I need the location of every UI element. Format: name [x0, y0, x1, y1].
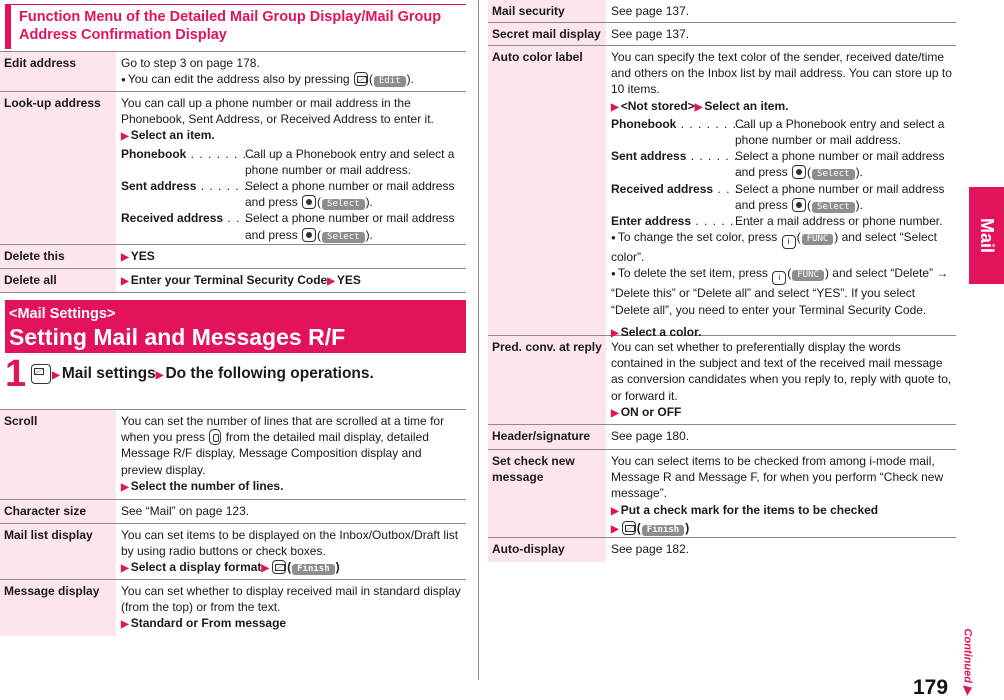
sub-key-text: Received address [121, 211, 224, 226]
soft-key-func: FUNC [792, 270, 824, 281]
term-lookup-address: Look-up address [0, 92, 116, 244]
desc-auto-display: See page 182. [611, 542, 690, 556]
desc-line: You can set whether to preferentially display the words contained in the subject and text of the received mail message as conversion candidates when you reply to, reply with quote to, or forward it. [611, 340, 952, 403]
sub-value: Select a phone number or mail address and press ( Select ). [735, 181, 945, 212]
step-1-text [52, 365, 374, 383]
sub-key-text: Phonebook [611, 116, 677, 131]
desc-line: You can specify the text color of the sender, received date/time and others on the Inbox list by mail address. You can store up to 10 items. [611, 50, 952, 97]
desc-text: from the detailed mail display, detailed Message R/F display, Message Composition display and preview display. [121, 430, 429, 477]
leader-dots: . . . . . . . [196, 179, 258, 194]
bullet-note: ● You can edit the address also by pressing ( Edit ). [121, 71, 462, 88]
settings-title: Setting Mail and Messages R/F [9, 324, 346, 350]
sub-key [121, 178, 258, 210]
sub-value: Select a phone number or mail address and press ( Select ). [735, 149, 945, 180]
term-edit-address: Edit address [0, 52, 116, 91]
sub-item [611, 181, 952, 213]
term-set-check-new: Set check new message [488, 450, 606, 537]
bullet-text: To delete the set item, press [617, 266, 772, 281]
term-secret-mail-display: Secret mail display [488, 23, 606, 45]
mail-key-icon [622, 521, 636, 535]
settings-header [5, 300, 466, 353]
step-text: Select the number of lines. [130, 478, 284, 493]
bullet-text: To change the set color, press [617, 230, 781, 245]
leader-dots: . . . . . . . [691, 214, 752, 229]
bullet-text: You can edit the address also by pressing [127, 72, 353, 87]
sub-key [611, 213, 752, 229]
bullet-note: ● To change the set color, press i ( FUNC ) and select “Select color”. [611, 229, 952, 265]
desc-set-check-new [606, 450, 956, 537]
step-text: Mail settings [61, 365, 156, 382]
arrow-icon: ▶ [611, 327, 619, 339]
table-row [0, 500, 466, 524]
page-number: 179 [913, 676, 949, 699]
arrow-icon: ▶ [694, 101, 703, 113]
sub-key [611, 116, 755, 148]
side-tab-label: Mail [977, 217, 998, 254]
arrow-icon: ▶ [121, 131, 129, 143]
arrow-icon: ▶ [121, 252, 129, 263]
term-mail-security: Mail security [488, 0, 606, 22]
sub-key [121, 210, 250, 242]
sub-item [611, 116, 952, 148]
step-text: Put a check mark for the items to be checked [620, 502, 879, 517]
mail-settings-table-right [488, 0, 956, 562]
desc-mail-list-display [116, 524, 466, 579]
term-delete-this: Delete this [0, 245, 116, 268]
sub-item [611, 213, 952, 229]
leader-dots: . . . [713, 181, 740, 196]
step-line [121, 478, 462, 496]
step-line [121, 615, 462, 633]
sub-value-text: Select a phone number or mail address and press [245, 179, 455, 210]
sub-value: Enter a mail address or phone number. [735, 214, 943, 229]
function-menu-title: Function Menu of the Detailed Mail Group Display/Mail Group Address Confirmation Display [19, 9, 442, 43]
term-message-display: Message display [0, 580, 116, 636]
term-character-size: Character size [0, 500, 116, 523]
arrow-icon: ▶ [52, 370, 60, 381]
desc-message-display [116, 580, 466, 636]
desc-text: You can set the number of lines that are scrolled at a time for when you press [121, 414, 445, 445]
bullet-text: ) and select “Select color”. [611, 230, 938, 265]
desc-line: You can set items to be displayed on the Inbox/Outbox/Draft list by using radio buttons or check boxes. [121, 528, 459, 559]
desc-scroll [116, 410, 466, 499]
desc-line: You can set whether to display received mail in standard display (from the top) or from the text. [121, 584, 461, 615]
arrow-icon: ▶ [611, 101, 619, 113]
step-text: Select an item. [704, 98, 789, 113]
sub-item [121, 210, 462, 242]
table-row [488, 23, 956, 46]
column-divider [478, 0, 479, 680]
soft-key-finish: Finish [642, 525, 685, 536]
desc-line: You can call up a phone number or mail address in the Phonebook, Sent Address, or Received Address to enter it. [121, 96, 434, 127]
continued-word: Continued [961, 628, 974, 683]
sub-key [121, 146, 265, 178]
step-text: YES [130, 249, 155, 263]
term-header-signature: Header/signature [488, 425, 606, 449]
desc-line: Go to step 3 on page 178. [121, 56, 260, 70]
soft-key-func: FUNC [802, 234, 834, 245]
desc-secret-mail-display: See page 137. [611, 27, 690, 41]
leader-dots: . . . . . . . . . [676, 116, 755, 131]
step-text: Enter your Terminal Security Code [130, 273, 328, 287]
soft-key-edit: Edit [374, 76, 406, 87]
mail-key-icon [354, 72, 368, 86]
mail-settings-table-left [0, 409, 466, 636]
sub-key [611, 181, 740, 213]
continued-label [958, 628, 978, 694]
arrow-icon: ▶ [611, 505, 619, 517]
step-text: Do the following operations. [165, 365, 374, 382]
arrow-icon: ▶ [121, 481, 129, 493]
bullet-text: ). [406, 72, 414, 87]
arrow-icon: ▶ [611, 523, 619, 535]
step-line [611, 404, 952, 422]
sub-key-text: Sent address [611, 149, 687, 164]
sub-item [121, 178, 462, 210]
desc-delete-all [116, 269, 466, 292]
function-menu-table [0, 51, 466, 293]
soft-key-finish: Finish [292, 564, 335, 575]
desc-header-signature: See page 180. [611, 429, 690, 443]
sub-item [611, 148, 952, 180]
desc-pred-conv [606, 336, 956, 424]
desc-character-size: See “Mail” on page 123. [121, 504, 250, 518]
bullet-note: ● To delete the set item, press i ( FUNC ) and select “Delete” → “Delete this” or “Delete all” and select “YES”. If you select “Delete all”, you need to enter your Terminal Security Code. [611, 265, 952, 317]
table-row [0, 245, 466, 269]
step-text: Select a color. [620, 324, 702, 339]
term-auto-color-label: Auto color label [488, 46, 606, 335]
step-line: ▶ Select a display format▶ ( Finish ) [121, 560, 340, 575]
center-key-icon [302, 195, 316, 209]
function-menu-header [5, 4, 466, 49]
continued-text: Continued ▶ [961, 628, 974, 694]
i-mode-key-icon: i [782, 235, 796, 249]
arrow-icon: ▶ [121, 619, 129, 631]
soft-key-select: Select [812, 169, 855, 180]
sub-key-text: Phonebook [121, 146, 187, 161]
sub-key-text: Sent address [121, 179, 197, 194]
step-text: <Not stored> [620, 98, 695, 113]
step-line [611, 502, 952, 520]
leader-dots: . . . . . . . . . [186, 146, 265, 161]
term-mail-list-display: Mail list display [0, 524, 116, 579]
leader-dots: . . . [223, 211, 250, 226]
sub-item [121, 146, 462, 178]
term-scroll: Scroll [0, 410, 116, 499]
mail-key-icon [31, 364, 51, 384]
table-row [488, 0, 956, 23]
table-row [488, 46, 956, 339]
desc-edit-address [116, 52, 466, 91]
center-key-icon [792, 165, 806, 179]
table-row [0, 52, 466, 92]
section-side-tab [969, 187, 1004, 284]
arrow-icon: ▶ [155, 370, 164, 381]
arrow-icon: ▶ [611, 407, 619, 419]
step-text: Standard or From message [130, 616, 287, 631]
sub-value: Select a phone number or mail address and press ( Select ). [245, 179, 455, 210]
sub-key [611, 148, 748, 180]
arrow-icon: ▶ [261, 563, 270, 575]
table-row [0, 269, 466, 293]
center-key-icon [302, 228, 316, 242]
table-row [0, 410, 466, 500]
sub-value-text: Select a phone number or mail address and press [735, 181, 945, 212]
i-mode-key-icon: i [772, 271, 786, 285]
step-text: YES [336, 273, 361, 287]
table-row [0, 524, 466, 580]
table-row [488, 425, 956, 450]
sub-key-text: Enter address [611, 214, 692, 229]
table-row [0, 580, 466, 636]
soft-key-select: Select [812, 202, 855, 213]
step-text: Select an item. [130, 128, 215, 143]
leader-dots: . . . . . . . [686, 149, 748, 164]
term-delete-all: Delete all [0, 269, 116, 292]
nav-key-icon [209, 429, 221, 445]
term-auto-display: Auto-display [488, 538, 606, 562]
arrow-icon: ▶ [327, 276, 335, 287]
desc-line [121, 413, 462, 478]
step-line: ▶ ( Finish ) [611, 520, 690, 535]
step-line [121, 127, 462, 145]
step-line [611, 98, 952, 116]
desc-delete-this [116, 245, 466, 268]
soft-key-select: Select [322, 199, 365, 210]
desc-auto-color-label [606, 46, 956, 339]
desc-mail-security: See page 137. [611, 4, 690, 18]
sub-value-text: Select a phone number or mail address and press [245, 211, 455, 242]
soft-key-select: Select [322, 232, 365, 243]
sub-value: Call up a Phonebook entry and select a phone number or mail address. [245, 146, 455, 177]
desc-line: You can select items to be checked from among i-mode mail, Message R and Message F, for when you perform “Check new message”. [611, 454, 944, 501]
desc-lookup-address [116, 92, 466, 244]
table-row [488, 450, 956, 538]
bullet-text: ) and select “Delete” → “Delete this” or “Delete all” and select “YES”. If you select “Delete all”, you need to enter your Terminal Security Code. [611, 266, 949, 317]
arrow-icon: ▶ [121, 276, 129, 287]
arrow-icon: ▶ [121, 563, 129, 575]
settings-subtitle: <Mail Settings> [9, 306, 116, 322]
step-number: 1 [5, 353, 27, 395]
table-row [488, 336, 956, 425]
sub-key-text: Received address [611, 181, 714, 196]
center-key-icon [792, 198, 806, 212]
sub-value: Call up a Phonebook entry and select a phone number or mail address. [735, 116, 945, 148]
step-1 [5, 353, 466, 395]
mail-key-icon [272, 560, 286, 574]
sub-value-text: Select a phone number or mail address and press [735, 149, 945, 180]
step-text: Select a display format [130, 560, 262, 575]
step-text: ON or OFF [620, 404, 682, 419]
table-row [0, 92, 466, 245]
table-row [488, 538, 956, 562]
sub-value: Select a phone number or mail address and press ( Select ). [245, 211, 455, 242]
term-pred-conv: Pred. conv. at reply [488, 336, 606, 424]
